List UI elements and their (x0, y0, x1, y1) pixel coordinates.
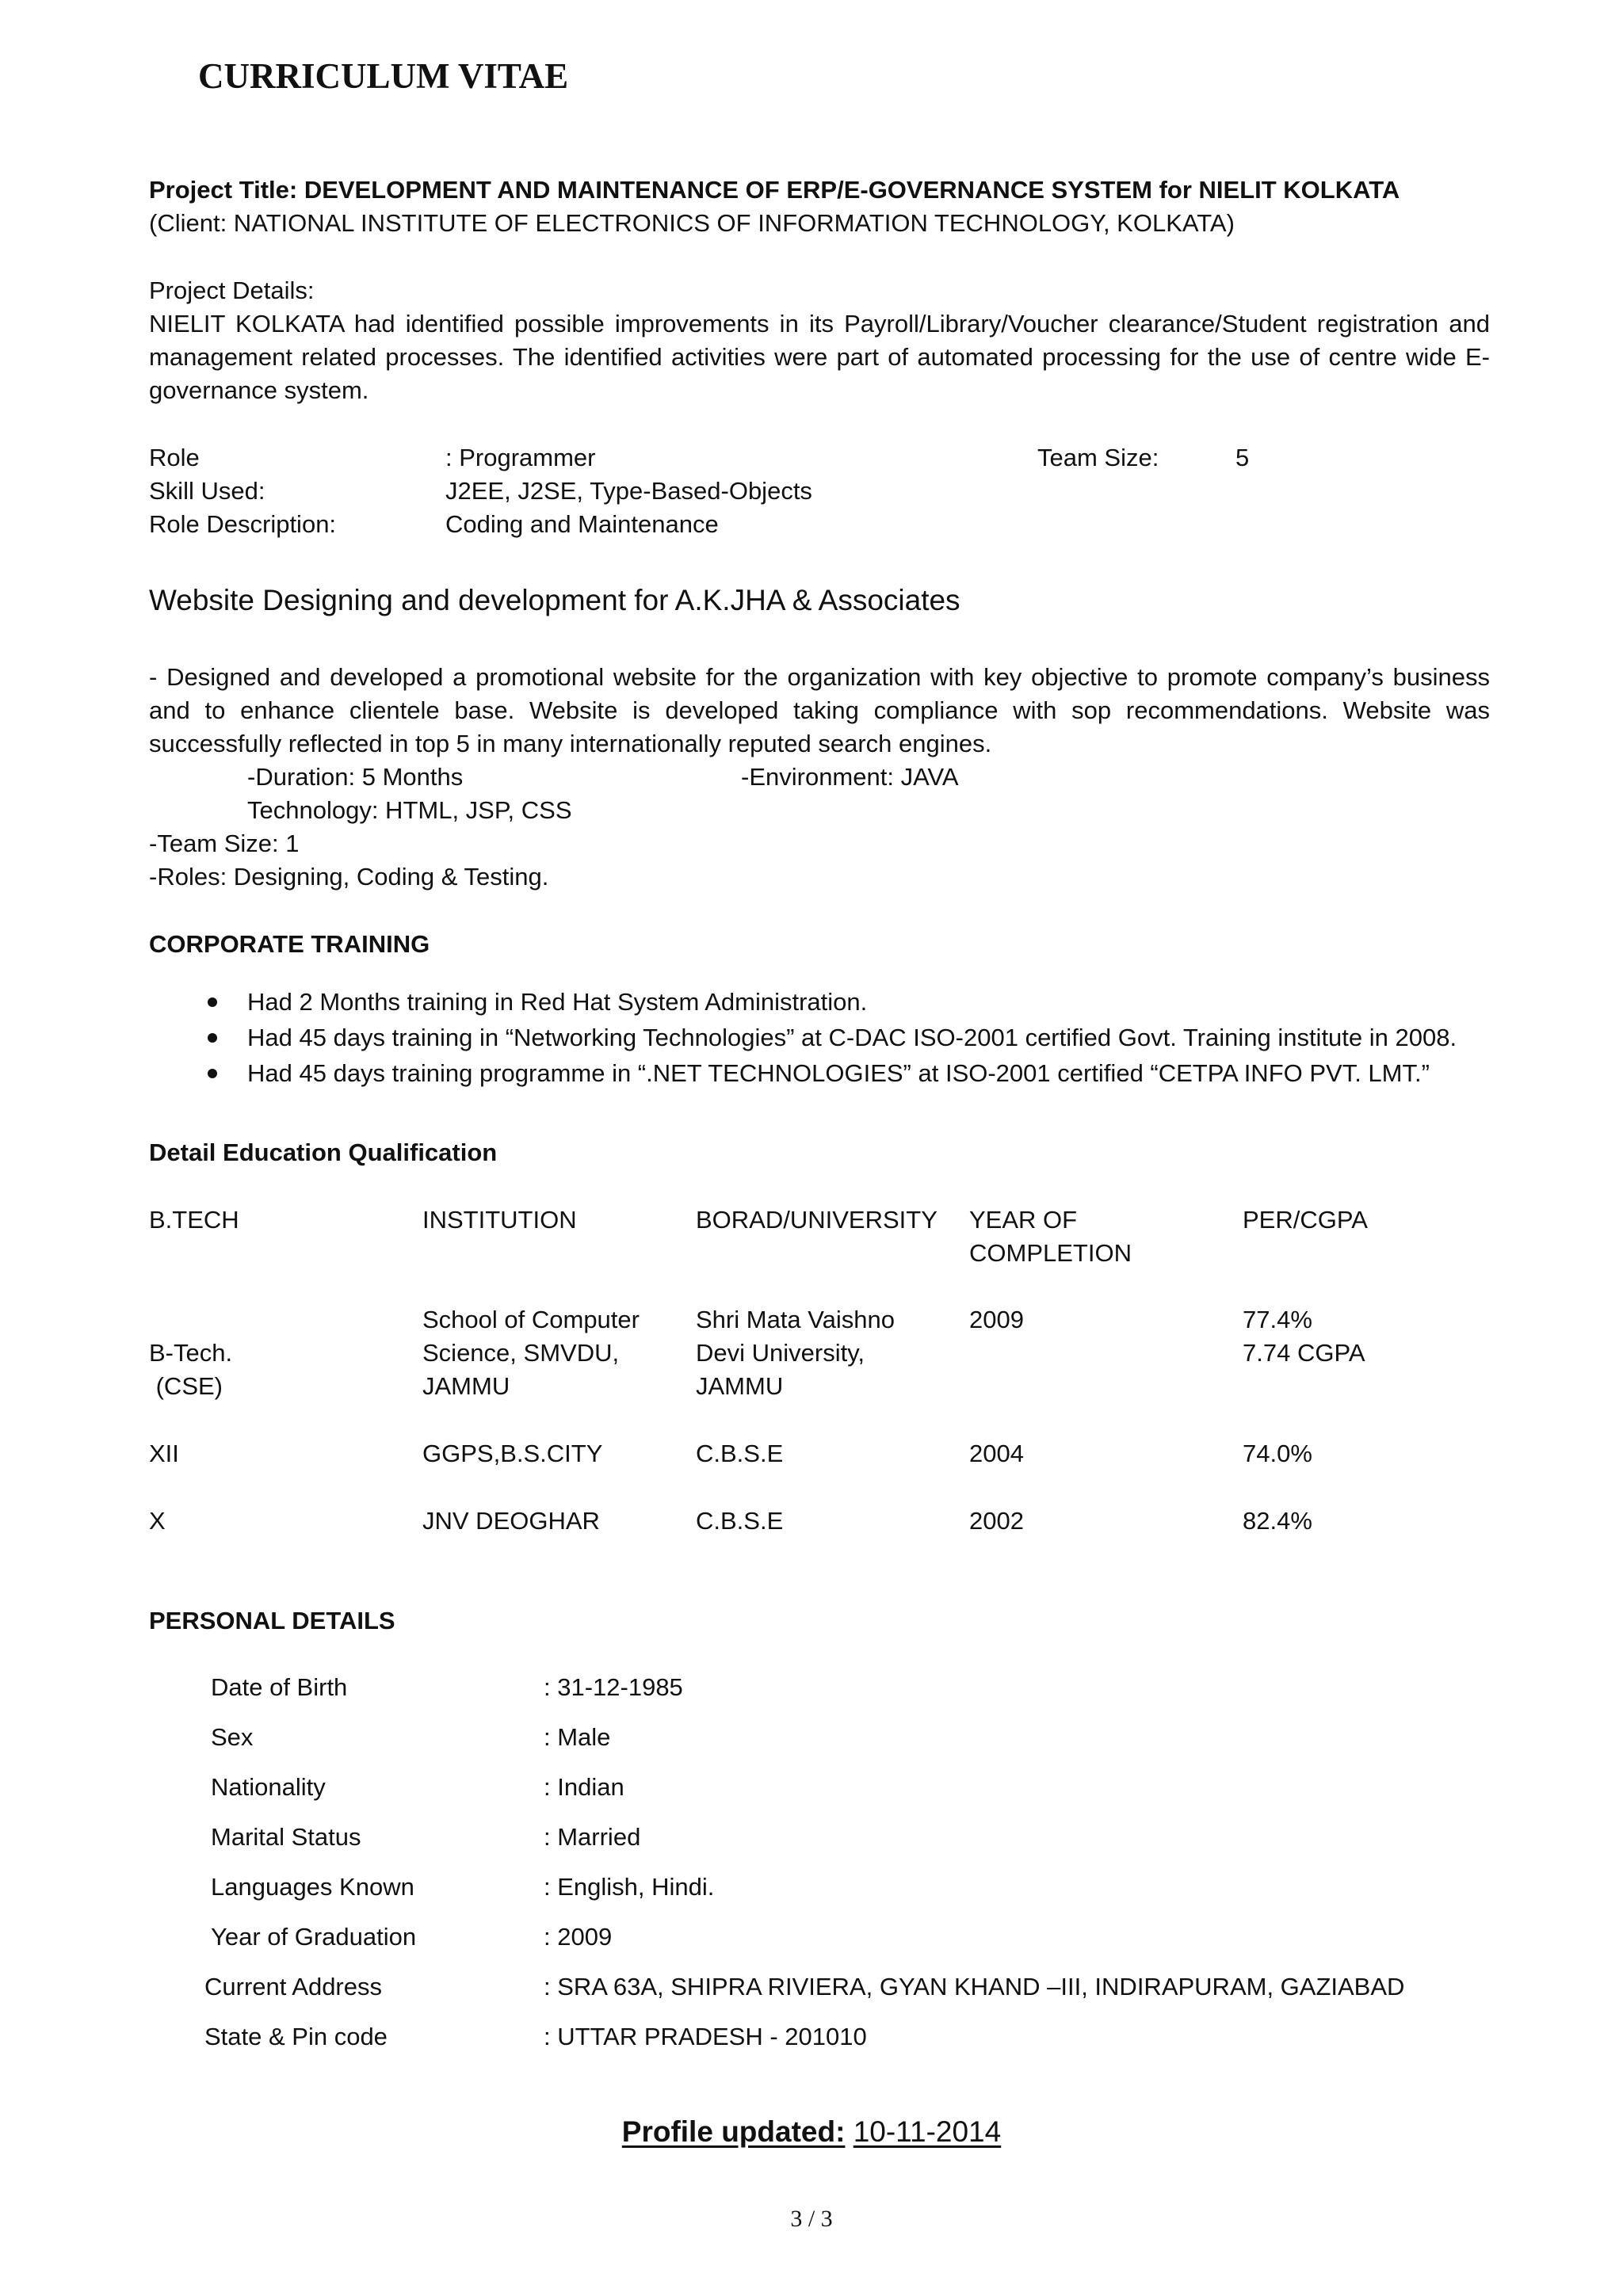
education-year: 2002 (969, 1507, 1024, 1535)
role-label: Role (149, 444, 200, 471)
personal-label-sex: Sex (211, 1723, 254, 1751)
project2-team-size: -Team Size: 1 (149, 830, 300, 857)
training-heading: CORPORATE TRAINING (149, 930, 430, 958)
education-year: 2004 (969, 1440, 1024, 1467)
bullet-icon (208, 997, 217, 1007)
personal-label-dob: Date of Birth (211, 1673, 348, 1701)
education-degree: X (149, 1507, 166, 1535)
project-details-text: NIELIT KOLKATA had identified possible improvements in its Payroll/Library/Voucher clearance/Student registration and management related processes. The identified activities were part of automated processing for the use of centre wide E-governance system. (149, 310, 1490, 404)
personal-value-languages: : English, Hindi. (544, 1873, 715, 1901)
education-board: C.B.S.E (696, 1440, 784, 1467)
personal-value-sex: : Male (544, 1723, 611, 1751)
personal-value-nationality: : Indian (544, 1773, 624, 1801)
education-year: 2009 (969, 1306, 1024, 1333)
training-item: Had 45 days training programme in “.NET TECHNOLOGIES” at ISO-2001 certified “CETPA INFO PVT. LMT.” (247, 1059, 1430, 1087)
team-size-label: Team Size: (1037, 444, 1159, 471)
project-client: (Client: NATIONAL INSTITUTE OF ELECTRONICS OF INFORMATION TECHNOLOGY, KOLKATA) (149, 209, 1235, 237)
project-title (149, 174, 1400, 207)
personal-value-graduation-year: : 2009 (544, 1923, 613, 1951)
page-number: 3 / 3 (790, 2206, 833, 2232)
education-score: 74.0% (1243, 1440, 1312, 1467)
project2-technology: Technology: HTML, JSP, CSS (247, 796, 572, 824)
skill-label: Skill Used: (149, 477, 265, 505)
education-board: C.B.S.E (696, 1507, 784, 1535)
project2-duration: -Duration: 5 Months (247, 763, 464, 791)
education-header-institution: INSTITUTION (422, 1206, 577, 1234)
training-item: Had 45 days training in “Networking Technologies” at C-DAC ISO-2001 certified Govt. Training institute in 2008. (247, 1024, 1457, 1051)
project2-heading: Website Designing and development for A.K.JHA & Associates (149, 584, 960, 616)
skill-value: J2EE, J2SE, Type-Based-Objects (445, 477, 812, 505)
profile-updated-label: Profile updated: (621, 2115, 846, 2148)
project-title-label: Project Title: (149, 176, 304, 204)
personal-label-address: Current Address (204, 1973, 382, 2000)
bullet-icon (208, 1069, 217, 1078)
bullet-icon (208, 1033, 217, 1043)
team-size-value: 5 (1235, 444, 1250, 471)
profile-updated (0, 2112, 1623, 2152)
education-header-year-line1: YEAR OF (969, 1206, 1078, 1234)
education-degree: XII (149, 1440, 179, 1467)
education-score: 82.4% (1243, 1507, 1312, 1535)
role-description-label: Role Description: (149, 510, 337, 538)
personal-label-languages: Languages Known (211, 1873, 414, 1901)
project2-description: - Designed and developed a promotional website for the organization with key objective to promote company’s business and to enhance clientele base. Website is developed taking compliance with sop recommendations. Website was successfully reflected in top 5 in many internationally reputed search engines. (149, 663, 1490, 757)
role-description-value: Coding and Maintenance (445, 510, 719, 538)
personal-label-nationality: Nationality (211, 1773, 326, 1801)
personal-value-marital-status: : Married (544, 1823, 641, 1851)
training-item: Had 2 Months training in Red Hat System Administration. (247, 988, 868, 1016)
project-title-value: DEVELOPMENT AND MAINTENANCE OF ERP/E-GOVERNANCE SYSTEM for NIELIT KOLKATA (304, 176, 1400, 204)
personal-label-state-pin: State & Pin code (204, 2023, 388, 2050)
education-heading: Detail Education Qualification (149, 1138, 498, 1166)
education-degree: B-Tech. (CSE) (149, 1339, 233, 1400)
personal-label-graduation-year: Year of Graduation (211, 1923, 417, 1951)
page-title: CURRICULUM VITAE (198, 56, 569, 96)
project2-roles: -Roles: Designing, Coding & Testing. (149, 863, 549, 891)
education-institution: School of Computer Science, SMVDU, JAMMU (422, 1306, 640, 1400)
profile-updated-date: 10-11-2014 (853, 2115, 1002, 2148)
personal-value-dob: : 31-12-1985 (544, 1673, 683, 1701)
education-header-year (969, 1203, 1132, 1270)
personal-heading: PERSONAL DETAILS (149, 1607, 395, 1634)
education-header-score: PER/CGPA (1243, 1206, 1368, 1234)
project2-environment: -Environment: JAVA (741, 763, 959, 791)
project-details-heading: Project Details: (149, 277, 315, 304)
personal-label-marital-status: Marital Status (211, 1823, 361, 1851)
education-header-year-line2: COMPLETION (969, 1239, 1132, 1267)
personal-value-address: : SRA 63A, SHIPRA RIVIERA, GYAN KHAND –III, INDIRAPURAM, GAZIABAD (544, 1973, 1405, 2000)
role-value: : Programmer (445, 444, 596, 471)
education-header-board: BORAD/UNIVERSITY (696, 1206, 938, 1234)
education-institution: GGPS,B.S.CITY (422, 1440, 603, 1467)
personal-value-state-pin: : UTTAR PRADESH - 201010 (544, 2023, 867, 2050)
education-institution: JNV DEOGHAR (422, 1507, 600, 1535)
education-score: 77.4% 7.74 CGPA (1243, 1306, 1365, 1367)
education-board: Shri Mata Vaishno Devi University, JAMMU (696, 1306, 895, 1400)
education-header-degree: B.TECH (149, 1206, 239, 1234)
